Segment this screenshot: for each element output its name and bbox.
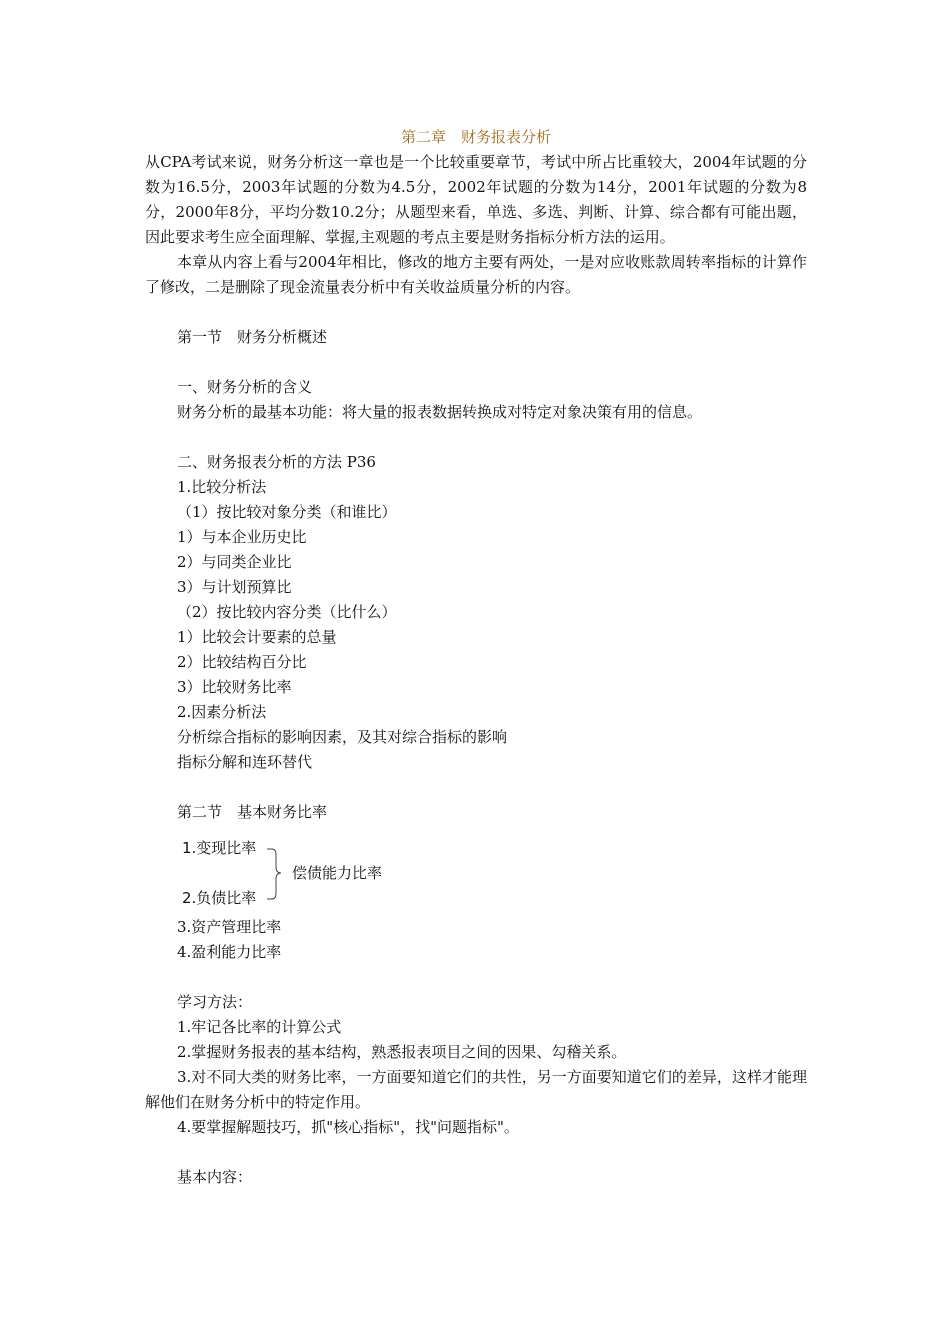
brace-icon [177, 825, 297, 920]
method-tip: 1.牢记各比率的计算公式 [177, 1018, 342, 1036]
method-line: 1）与本企业历史比 [177, 528, 307, 546]
section1-heading: 第一节 财务分析概述 [177, 328, 328, 346]
method-tip: 2.掌握财务报表的基本结构，熟悉报表项目之间的因果、勾稽关系。 [177, 1043, 627, 1061]
method-tip: 3.对不同大类的财务比率，一方面要知道它们的共性，另一方面要知道它们的差异，这样才能理解他们在财务分析中的特定作用。 [145, 1068, 807, 1111]
part2-heading: 二、财务报表分析的方法 P36 [177, 453, 376, 471]
method-line: 3）比较财务比率 [177, 678, 292, 696]
diagram-item-1: 1.变现比率 [182, 839, 257, 857]
method-line: 3）与计划预算比 [177, 578, 292, 596]
method-line: 1.比较分析法 [177, 478, 267, 496]
basic-content-heading: 基本内容： [177, 1168, 253, 1186]
method-line: 分析综合指标的影响因素，及其对综合指标的影响 [177, 728, 508, 746]
intro-paragraph-2: 本章从内容上看与2004年相比，修改的地方主要有两处，一是对应收账款周转率指标的计算作了修改，二是删除了现金流量表分析中有关收益质量分析的内容。 [145, 253, 807, 296]
method-line: 2.因素分析法 [177, 703, 267, 721]
document-body [145, 125, 807, 1190]
method-line: 1）比较会计要素的总量 [177, 628, 337, 646]
method-tip: 4.要掌握解题技巧，抓"核心指标"，找"问题指标"。 [177, 1118, 519, 1136]
method-line: 2）与同类企业比 [177, 553, 292, 571]
methods-heading: 学习方法： [177, 993, 253, 1011]
method-line: （2）按比较内容分类（比什么） [177, 603, 397, 621]
diagram-group-label: 偿债能力比率 [292, 864, 383, 882]
intro-paragraph-1: 从CPA考试来说，财务分析这一章也是一个比较重要章节，考试中所占比重较大，2004年试题的分数为16.5分，2003年试题的分数为4.5分，2002年试题的分数为14分，2001年试题的分数为8分，2000年8分，平均分数10.2分；从题型来看，单选、多选、判断、计算、综合都有可能出题，因此要求考生应全面理解、掌握,主观题的考点主要是财务指标分析方法的运用。 [145, 153, 807, 246]
part1-heading: 一、财务分析的含义 [177, 378, 313, 396]
method-line: 指标分解和连环替代 [177, 753, 313, 771]
ratio-item: 4.盈利能力比率 [177, 943, 282, 961]
method-line: 2）比较结构百分比 [177, 653, 307, 671]
ratio-item: 3.资产管理比率 [177, 918, 282, 936]
method-line: （1）按比较对象分类（和谁比） [177, 503, 397, 521]
chapter-title: 第二章 财务报表分析 [400, 128, 551, 146]
part1-text: 财务分析的最基本功能：将大量的报表数据转换成对特定对象决策有用的信息。 [177, 403, 703, 421]
diagram-item-2: 2.负债比率 [182, 889, 257, 907]
section2-heading: 第二节 基本财务比率 [177, 803, 328, 821]
ratio-bracket-diagram [177, 825, 807, 907]
